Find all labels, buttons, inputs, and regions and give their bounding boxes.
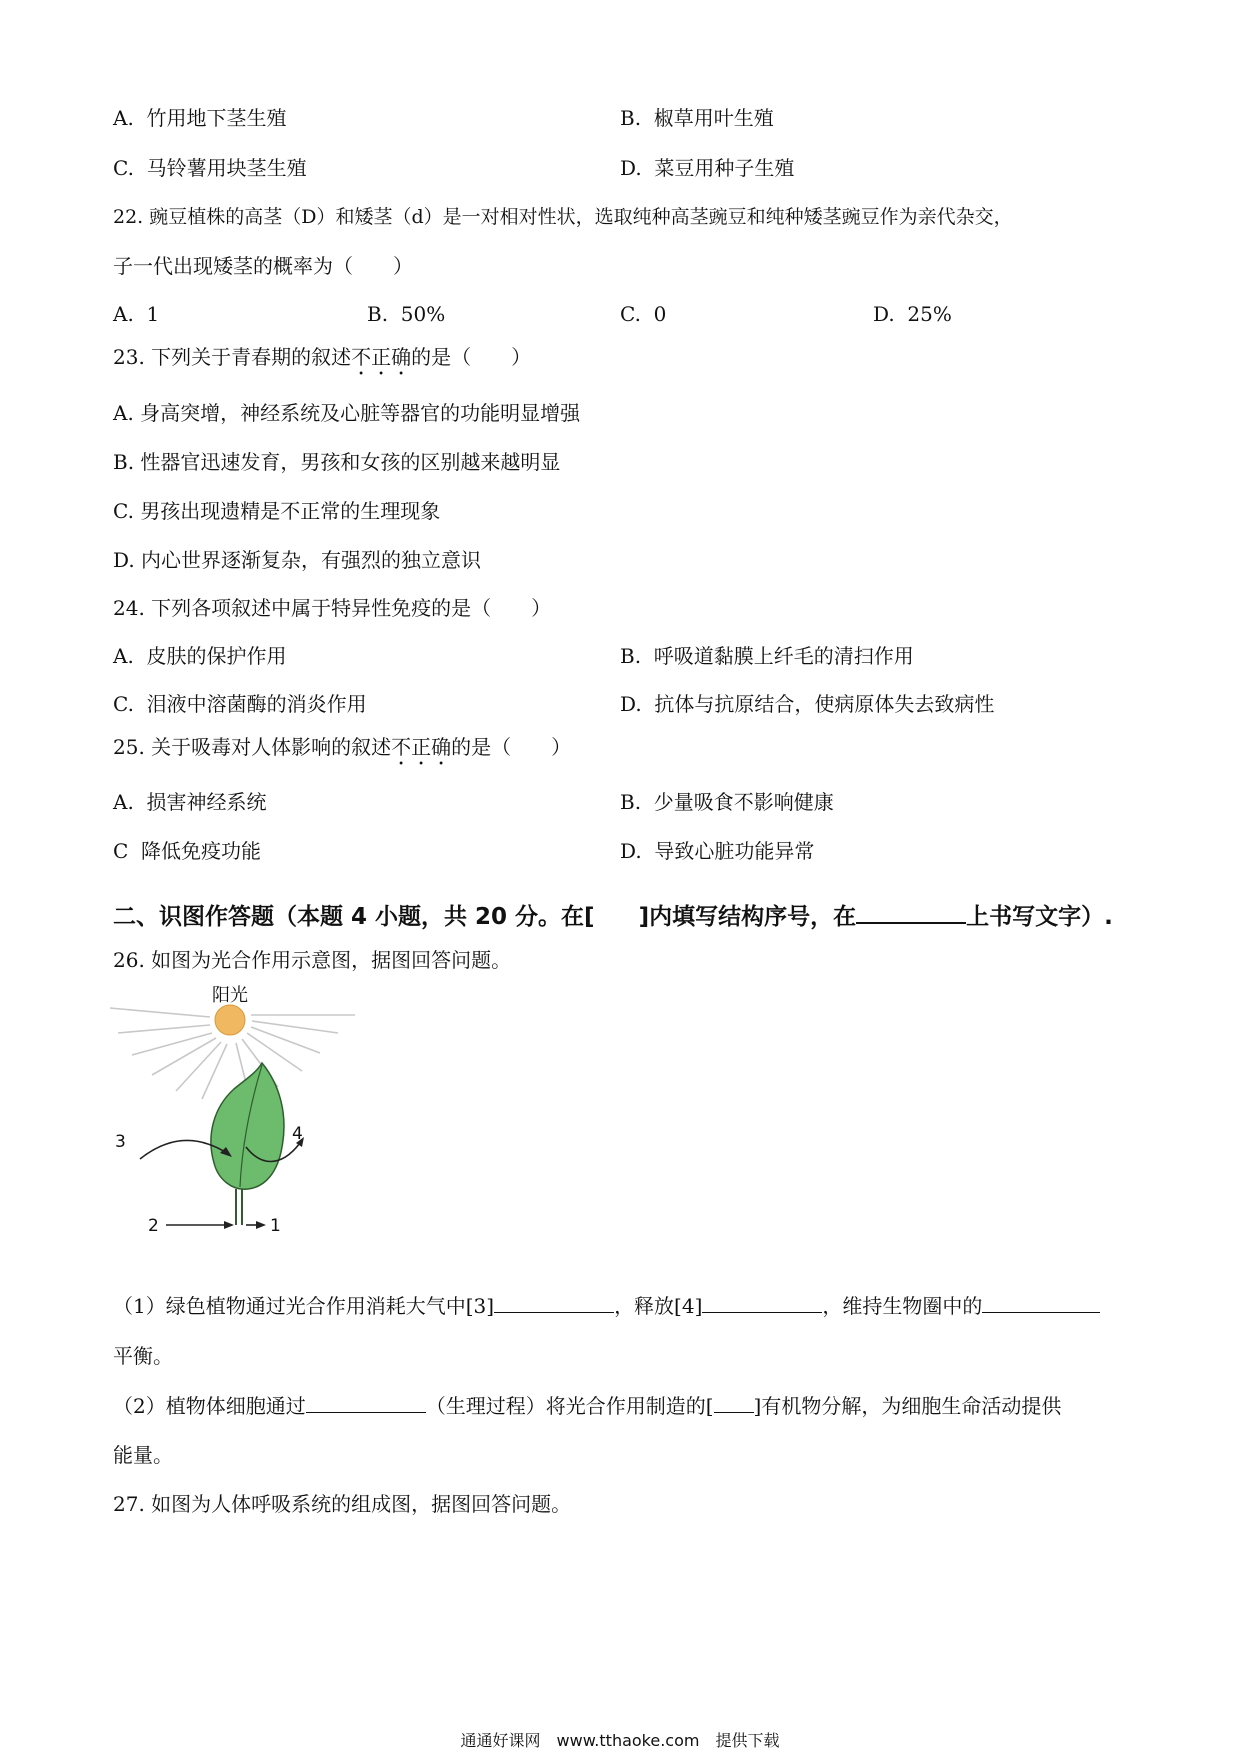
page-footer: 通通好课网 www.tthaoke.com 提供下载 [460, 1731, 780, 1750]
q21-option-a: A. 竹用地下茎生殖 [113, 106, 287, 130]
q24-option-c: C. 泪液中溶菌酶的消炎作用 [113, 692, 367, 716]
label-1: 1 [270, 1216, 281, 1236]
q22-option-b: B. 50% [367, 302, 446, 326]
sun-label: 阳光 [212, 985, 248, 1006]
q23-option-a: A. 身高突增，神经系统及心脏等器官的功能明显增强 [113, 401, 581, 425]
q25-option-d: D. 导致心脏功能异常 [620, 839, 815, 863]
label-4: 4 [292, 1124, 303, 1144]
q27-stem: 27. 如图为人体呼吸系统的组成图，据图回答问题。 [113, 1492, 572, 1516]
q26-sub1-line2: 平衡。 [113, 1344, 173, 1368]
q23-option-b: B. 性器官迅速发育，男孩和女孩的区别越来越明显 [113, 450, 561, 474]
q24-option-a: A. 皮肤的保护作用 [113, 644, 287, 668]
q22-option-c: C. 0 [620, 302, 667, 326]
q21-option-c: C. 马铃薯用块茎生殖 [113, 156, 307, 180]
q22-option-d: D. 25% [873, 302, 952, 326]
q23-option-d: D. 内心世界逐渐复杂，有强烈的独立意识 [113, 548, 482, 572]
q23-stem: 23. 下列关于青春期的叙述不正确的是（ ） [113, 345, 532, 369]
q25-option-b: B. 少量吸食不影响健康 [620, 790, 834, 814]
q25-option-c: C 降低免疫功能 [113, 839, 262, 863]
q21-option-b: B. 椒草用叶生殖 [620, 106, 774, 130]
q24-option-b: B. 呼吸道黏膜上纤毛的清扫作用 [620, 644, 914, 668]
label-2: 2 [148, 1216, 159, 1236]
label-3: 3 [115, 1132, 126, 1152]
section-heading: 二、识图作答题（本题 4 小题，共 20 分。在[ ]内填写结构序号，在 上书写文字）. [113, 904, 1113, 930]
q26-stem: 26. 如图为光合作用示意图，据图回答问题。 [113, 948, 512, 972]
q26-sub1-line1: （1）绿色植物通过光合作用消耗大气中[3] ，释放[4] ，维持生物圈中的 [113, 1292, 1100, 1320]
q24-option-d: D. 抗体与抗原结合，使病原体失去致病性 [620, 692, 995, 716]
q26-sub2-line2: 能量。 [113, 1443, 173, 1467]
q25-stem: 25. 关于吸毒对人体影响的叙述不正确的是（ ） [113, 735, 572, 759]
sun-icon [215, 1005, 245, 1035]
q23-option-c: C. 男孩出现遗精是不正常的生理现象 [113, 499, 441, 523]
q21-option-d: D. 菜豆用种子生殖 [620, 156, 795, 180]
q26-sub2-line1: （2）植物体细胞通过 （生理过程）将光合作用制造的[ ]有机物分解，为细胞生命活动提供 [113, 1394, 1062, 1418]
q22-stem-line1: 22. 豌豆植株的高茎（D）和矮茎（d）是一对相对性状，选取纯种高茎豌豆和纯种矮茎豌豆作为亲代杂交， [113, 206, 1013, 228]
q23-emphasis: 不正确 [351, 345, 412, 369]
q24-stem: 24. 下列各项叙述中属于特异性免疫的是（ ） [113, 596, 552, 620]
photosynthesis-diagram [110, 975, 370, 1255]
q22-option-a: A. 1 [113, 302, 160, 326]
q22-stem-line2: 子一代出现矮茎的概率为（ ） [113, 254, 413, 278]
q25-emphasis: 不正确 [391, 735, 452, 759]
q25-option-a: A. 损害神经系统 [113, 790, 267, 814]
